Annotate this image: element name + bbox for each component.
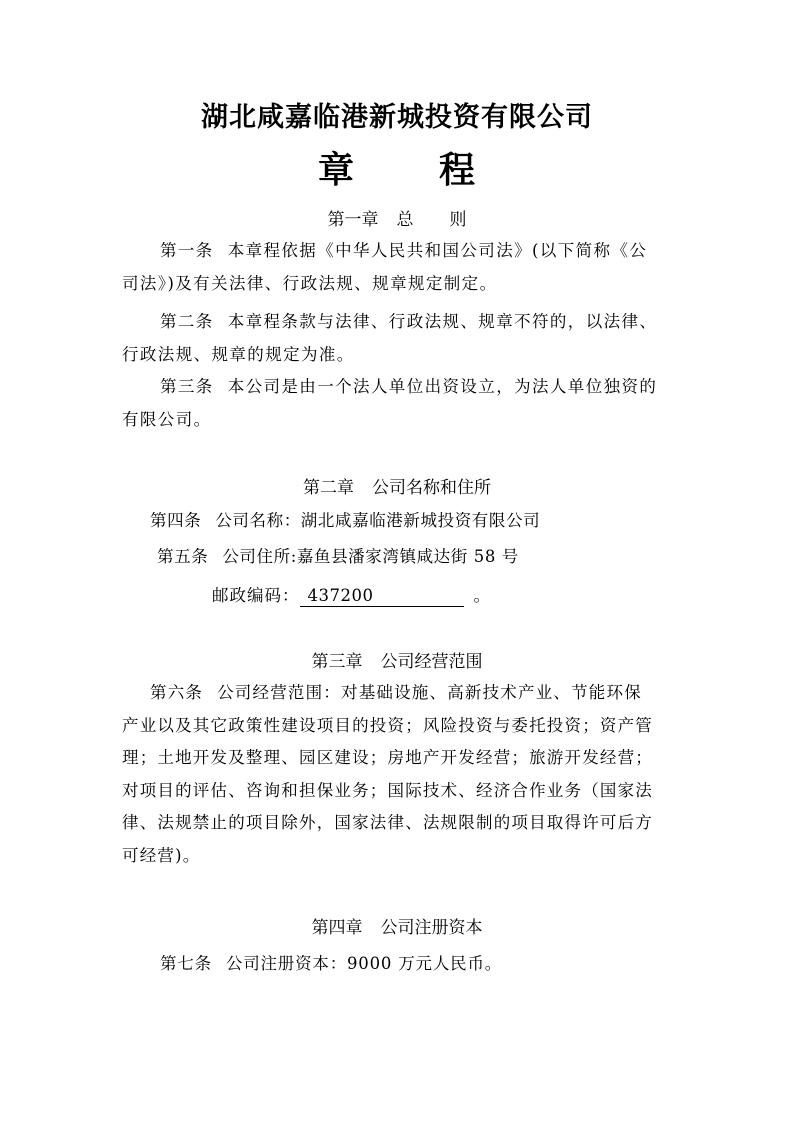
article-4-text: 公司名称：湖北咸嘉临港新城投资有限公司 — [215, 511, 541, 530]
chapter-1-title-char-2: 则 — [449, 210, 467, 230]
chapter-2-heading — [0, 476, 794, 500]
chapter-3-heading — [0, 650, 794, 674]
article-3 — [122, 371, 682, 436]
article-1-line-2: 司法》)及有关法律、行政法规、规章规定制定。 — [122, 273, 498, 293]
chapter-1-title-char-1: 总 — [396, 210, 414, 230]
article-4 — [150, 505, 690, 538]
document-title — [0, 148, 794, 194]
article-1-line-1: 本章程依据《中华人民共和国公司法》(以下简称《公 — [227, 241, 648, 260]
article-1-label: 第一条 — [160, 241, 214, 260]
postcode-end: 。 — [473, 586, 491, 605]
article-3-label: 第三条 — [160, 377, 214, 396]
article-2-line-1: 本章程条款与法律、行政法规、规章不符的，以法律、 — [227, 312, 658, 331]
article-7-label: 第七条 — [160, 954, 212, 973]
article-2-line-2: 行政法规、规章的规定为准。 — [122, 344, 355, 364]
article-5-label: 第五条 — [157, 547, 209, 566]
article-4-label: 第四条 — [150, 511, 202, 530]
article-2-label: 第二条 — [160, 312, 214, 331]
article-3-line-2: 有限公司。 — [122, 409, 212, 429]
postcode-line — [212, 580, 612, 613]
article-6 — [122, 677, 682, 872]
article-6-line-1: 公司经营范围：对基础设施、高新技术产业、节能环保 — [217, 683, 642, 702]
article-7 — [160, 948, 680, 981]
document-title-char-1: 章 — [317, 150, 355, 191]
company-name-heading: 湖北咸嘉临港新城投资有限公司 — [201, 102, 593, 133]
article-6-line-4: 对项目的评估、咨询和担保业务；国际技术、经济合作业务（国家法 — [122, 780, 653, 800]
article-6-line-3: 理；土地开发及整理、园区建设；房地产开发经营；旅游开发经营； — [122, 748, 653, 767]
chapter-1-heading — [0, 208, 794, 232]
document-title-char-2: 程 — [439, 150, 477, 191]
article-6-line-6: 可经营)。 — [122, 845, 201, 865]
article-7-text: 公司注册资本：9000 万元人民币。 — [225, 954, 503, 973]
article-3-line-1: 本公司是由一个法人单位出资设立，为法人单位独资的 — [227, 377, 658, 396]
chapter-4-title: 公司注册资本 — [380, 918, 483, 938]
chapter-4-number: 第四章 — [311, 918, 363, 938]
article-5-text: 公司住所:嘉鱼县潘家湾镇咸达街 58 号 — [222, 547, 519, 566]
chapter-3-number: 第三章 — [311, 652, 363, 672]
chapter-2-number: 第二章 — [303, 478, 354, 498]
chapter-2-title: 公司名称和住所 — [372, 478, 491, 498]
article-2 — [122, 306, 682, 371]
chapter-4-heading — [0, 916, 794, 940]
chapter-1-number: 第一章 — [327, 210, 379, 230]
article-6-label: 第六条 — [150, 683, 204, 702]
postcode-label: 邮政编码： — [212, 586, 300, 605]
article-5 — [157, 541, 697, 574]
postcode-value: 437200 — [300, 586, 464, 607]
chapter-3-title: 公司经营范围 — [380, 652, 483, 672]
article-6-line-5: 律、法规禁止的项目除外，国家法律、法规限制的项目取得许可后方 — [122, 813, 653, 832]
article-6-line-2: 产业以及其它政策性建设项目的投资；风险投资与委托投资；资产管 — [122, 715, 653, 735]
article-1 — [122, 235, 682, 300]
